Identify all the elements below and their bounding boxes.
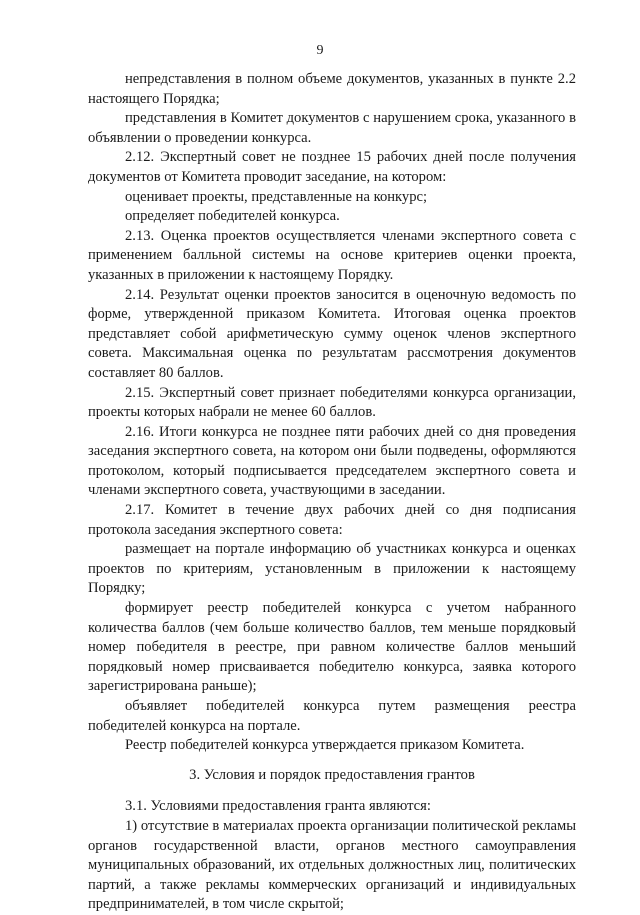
- section-heading: 3. Условия и порядок предоставления грантов: [189, 766, 475, 783]
- paragraph-2-14: 2.14. Результат оценки проектов заносится в оценочную ведомость по форме, утвержденной приказом Комитета. Итоговая оценка проектов представляет собой арифметическую сумму оценок членов экспертного совета. Максимальная оценка по результатам рассмотрения документов составляет 80 баллов.: [88, 286, 576, 381]
- paragraph-condition-1: 1) отсутствие в материалах проекта организации политической рекламы органов государственной власти, органов местного самоуправления муниципальных образований, их отдельных должностных лиц, политических партий, а также рекламы коммерческих организаций и индивидуальных предпринимателей, в том числе скрытой;: [88, 817, 576, 913]
- paragraph-publishes-info: размещает на портале информацию об участниках конкурса и оценках проектов по критериям, установленным в приложении к настоящему Порядку;: [88, 541, 576, 597]
- document-body: [88, 70, 576, 915]
- paragraph-forms-registry: формирует реестр победителей конкурса с учетом набранного количества баллов (чем больше количество баллов, тем меньше порядковый номер победителя в реестре, при равном количестве баллов меньший порядковый номер присваивается победителю конкурса, заявка которого зарегистрирована раньше);: [88, 600, 576, 695]
- paragraph-3-1: 3.1. Условиями предоставления гранта являются:: [125, 798, 431, 815]
- paragraph-determines-winners: определяет победителей конкурса.: [125, 208, 340, 225]
- paragraph-late-submission: представления в Комитет документов с нарушением срока, указанного в объявлении о проведении конкурса.: [88, 110, 576, 146]
- paragraph-2-17: 2.17. Комитет в течение двух рабочих дней со дня подписания протокола заседания экспертного совета:: [88, 502, 576, 538]
- paragraph-2-13: 2.13. Оценка проектов осуществляется членами экспертного совета с применением балльной системы на основе критериев оценки проекта, указанных в приложении к настоящему Порядку.: [88, 227, 576, 283]
- paragraph-2-12: 2.12. Экспертный совет не позднее 15 рабочих дней после получения документов от Комитета проводит заседание, на котором:: [88, 149, 576, 185]
- paragraph-evaluates-projects: оценивает проекты, представленные на конкурс;: [125, 188, 428, 205]
- page-number: 9: [316, 43, 324, 58]
- paragraph-2-15: 2.15. Экспертный совет признает победителями конкурса организации, проекты которых набрали не менее 60 баллов.: [88, 384, 576, 421]
- paragraph-registry-approval: Реестр победителей конкурса утверждается приказом Комитета.: [125, 737, 525, 754]
- paragraph-nonsubmission: непредставления в полном объеме документов, указанных в пункте 2.2 настоящего Порядка;: [88, 71, 576, 107]
- paragraph-announces-winners: объявляет победителей конкурса путем размещения реестра победителей конкурса на портале.: [88, 698, 576, 734]
- paragraph-2-16: 2.16. Итоги конкурса не позднее пяти рабочих дней со дня проведения заседания экспертного совета, на котором они были подведены, оформляются протоколом, который подписывается председателем экспертного совета и членами экспертного совета, участвующими в заседании.: [88, 423, 576, 499]
